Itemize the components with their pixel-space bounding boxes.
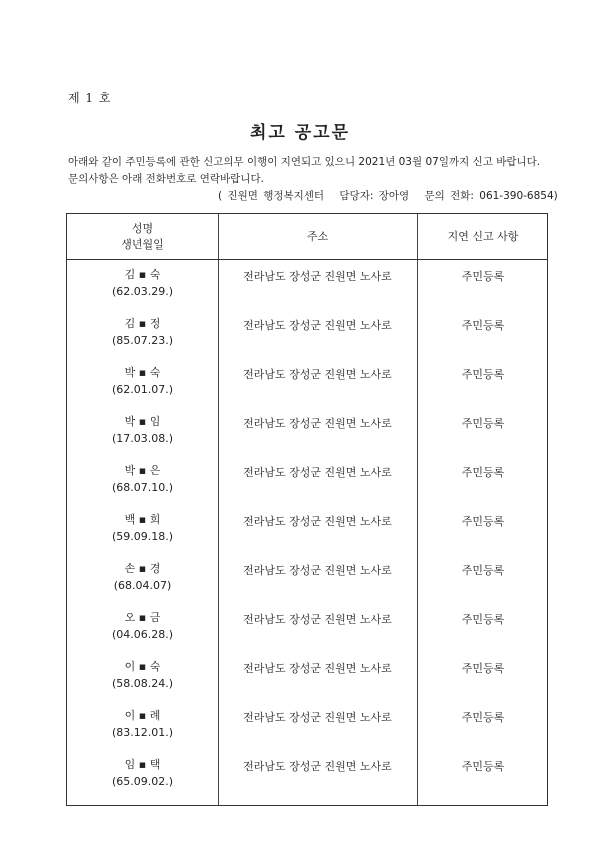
table-row bbox=[67, 511, 547, 560]
address-cell: 전라남도 장성군 진원면 노사로 bbox=[243, 760, 392, 773]
header-name: 성명 bbox=[131, 221, 154, 235]
address-cell: 전라남도 장성군 진원면 노사로 bbox=[243, 417, 392, 430]
person-name: 김 ▪ 숙 bbox=[124, 268, 161, 281]
delay-item-cell: 주민등록 bbox=[461, 417, 505, 430]
birth-date: (58.08.24.) bbox=[111, 677, 174, 690]
person-name: 백 ▪ 희 bbox=[124, 513, 161, 526]
delay-item-cell: 주민등록 bbox=[461, 270, 505, 283]
address-cell: 전라남도 장성군 진원면 노사로 bbox=[243, 613, 392, 626]
header-divider bbox=[67, 259, 547, 260]
contact-phone: 문의 전화: 061-390-6854) bbox=[424, 190, 558, 202]
notice-number: 제 1 호 bbox=[68, 91, 112, 105]
person-name-cell bbox=[67, 756, 218, 790]
header-name-birth bbox=[67, 214, 218, 259]
birth-date: (59.09.18.) bbox=[111, 530, 174, 543]
address-cell: 전라남도 장성군 진원면 노사로 bbox=[243, 270, 392, 283]
person-name: 오 ▪ 금 bbox=[124, 611, 161, 624]
address-cell: 전라남도 장성군 진원면 노사로 bbox=[243, 466, 392, 479]
address-cell: 전라남도 장성군 진원면 노사로 bbox=[243, 564, 392, 577]
delay-item-cell: 주민등록 bbox=[461, 368, 505, 381]
header-birth: 생년월일 bbox=[121, 237, 164, 251]
address-cell: 전라남도 장성군 진원면 노사로 bbox=[243, 711, 392, 724]
birth-date: (62.03.29.) bbox=[111, 285, 174, 298]
contact-office: ( 진원면 행정복지센터 bbox=[218, 190, 325, 202]
person-name: 박 ▪ 숙 bbox=[124, 366, 161, 379]
person-name-cell bbox=[67, 658, 218, 692]
person-name: 이 ▪ 례 bbox=[124, 709, 161, 722]
person-name-cell bbox=[67, 511, 218, 545]
inquiry-text: 문의사항은 아래 전화번호로 연락바랍니다. bbox=[68, 173, 264, 185]
delay-item-cell: 주민등록 bbox=[461, 613, 505, 626]
header-delay: 지연 신고 사항 bbox=[447, 229, 519, 243]
delay-item-cell: 주민등록 bbox=[461, 564, 505, 577]
birth-date: (85.07.23.) bbox=[111, 334, 174, 347]
person-name-cell bbox=[67, 609, 218, 643]
person-name: 박 ▪ 은 bbox=[124, 464, 161, 477]
delay-item-cell: 주민등록 bbox=[461, 515, 505, 528]
table-row bbox=[67, 658, 547, 707]
birth-date: (68.07.10.) bbox=[111, 481, 174, 494]
address-cell: 전라남도 장성군 진원면 노사로 bbox=[243, 662, 392, 675]
person-name: 이 ▪ 숙 bbox=[124, 660, 161, 673]
person-name-cell bbox=[67, 266, 218, 300]
person-name-cell bbox=[67, 413, 218, 447]
delay-item-cell: 주민등록 bbox=[461, 662, 505, 675]
table-row bbox=[67, 560, 547, 609]
person-name-cell bbox=[67, 315, 218, 349]
table-row bbox=[67, 315, 547, 364]
table-row bbox=[67, 707, 547, 756]
table-row bbox=[67, 413, 547, 462]
birth-date: (68.04.07) bbox=[113, 579, 172, 592]
delinquent-table bbox=[66, 213, 548, 806]
contact-info bbox=[218, 188, 568, 203]
table-row bbox=[67, 364, 547, 413]
delay-item-cell: 주민등록 bbox=[461, 760, 505, 773]
person-name: 손 ▪ 경 bbox=[124, 562, 161, 575]
person-name-cell bbox=[67, 560, 218, 594]
intro-text: 아래와 같이 주민등록에 관한 신고의무 이행이 지연되고 있으니 2021년 03월 07일까지 신고 바랍니다. bbox=[68, 156, 541, 168]
person-name-cell bbox=[67, 707, 218, 741]
birth-date: (62.01.07.) bbox=[111, 383, 174, 396]
person-name: 박 ▪ 임 bbox=[124, 415, 161, 428]
address-cell: 전라남도 장성군 진원면 노사로 bbox=[243, 515, 392, 528]
birth-date: (83.12.01.) bbox=[111, 726, 174, 739]
table-row bbox=[67, 756, 547, 805]
birth-date: (17.03.08.) bbox=[111, 432, 174, 445]
address-cell: 전라남도 장성군 진원면 노사로 bbox=[243, 368, 392, 381]
table-row bbox=[67, 266, 547, 315]
birth-date: (65.09.02.) bbox=[111, 775, 174, 788]
page-title: 최고 공고문 bbox=[249, 123, 351, 143]
contact-manager: 담당자: 장아영 bbox=[339, 190, 410, 202]
address-cell: 전라남도 장성군 진원면 노사로 bbox=[243, 319, 392, 332]
person-name-cell bbox=[67, 364, 218, 398]
person-name-cell bbox=[67, 462, 218, 496]
birth-date: (04.06.28.) bbox=[111, 628, 174, 641]
header-address: 주소 bbox=[306, 229, 329, 243]
person-name: 임 ▪ 택 bbox=[124, 758, 161, 771]
table-row bbox=[67, 609, 547, 658]
delay-item-cell: 주민등록 bbox=[461, 466, 505, 479]
person-name: 김 ▪ 정 bbox=[124, 317, 161, 330]
delay-item-cell: 주민등록 bbox=[461, 711, 505, 724]
table-row bbox=[67, 462, 547, 511]
delay-item-cell: 주민등록 bbox=[461, 319, 505, 332]
